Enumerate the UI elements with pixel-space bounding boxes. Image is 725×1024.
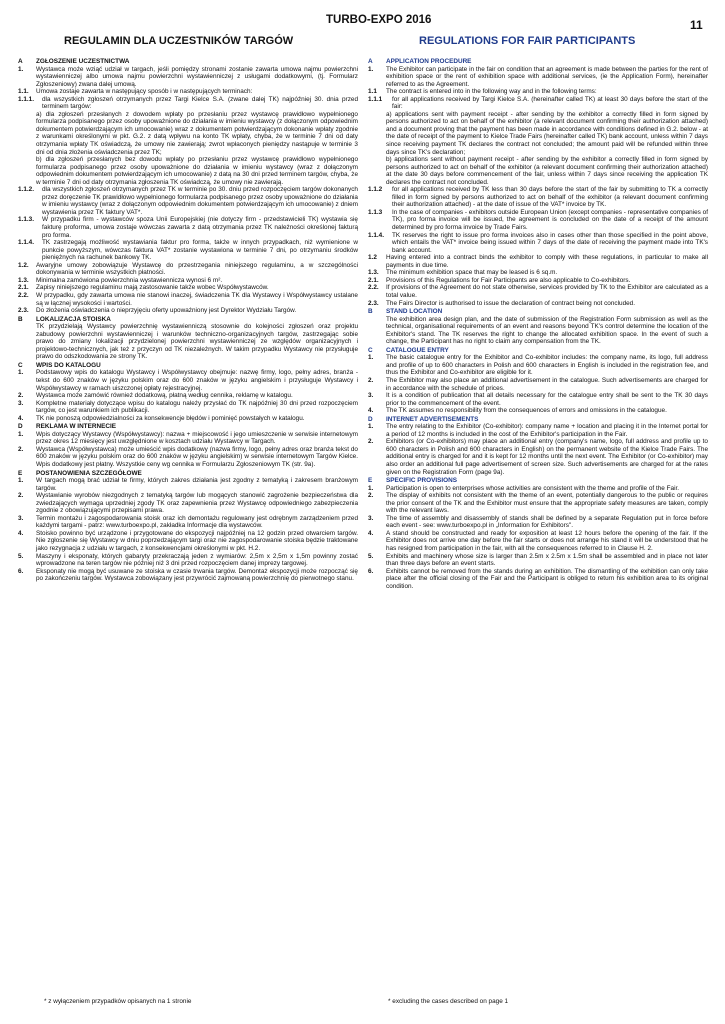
clause-a-1-1: 1.1. Umowa zostaje zawarta w następujący sposób i w następujących terminach:	[18, 88, 253, 96]
clause-a-1-1-2: 1.1.2 for all applications received by TK less than 30 days before the start of the fair by submitting to TK a correctly filled in form signed by persons authorized to act on behalf of the exhibitor (a relevant document confirming their authorization attached) - at the date of issue of the VAT* invoice by TK.	[368, 186, 708, 209]
section-c-heading: C WPIS DO KATALOGU	[18, 361, 101, 369]
section-b-heading: B STAND LOCATION	[368, 308, 443, 316]
clause-e-5: 5. Maszyny i eksponaty, których gabaryty przekraczają jeden z wymiarów: 2,5m x 2,5m x 1,5m powinny zostać wprowadzone na teren targów nie później niż 3 dni przed rozpoczęciem danej imprezy targowej.	[18, 552, 358, 568]
clause-a-1-1-2: 1.1.2. dla wszystkich zgłoszeń otrzymanych przez TK w terminie po 30. dniu przed rozpoczęciem targów dokonanych przez doręczenie TK prawidłowo wypełnionego formularza podpisanego przez osoby upoważnione do działania w imieniu wystawcy (wraz z dołączonym odpowiednim dokumentem potwierdzającym ich umocowanie) z dniem wystawienia przez TK faktury VAT*.	[18, 186, 358, 216]
clause-a-1-2: 1.2 Having entered into a contract binds the exhibitor to comply with these regulations, in particular to make all payments in due time.	[368, 254, 708, 269]
clause-a-1-1-1: 1.1.1 for all applications received by Targi Kielce S.A. (hereinafter called TK) at least 30 days before the start of the fair:	[368, 95, 708, 111]
clause-e-6: 6. Exhibits cannot be removed from the stands during an exhibition. The dismantling of the exhibition can only take place after the official closing of the Fair and the Participant is obliged to return his exhibition area to its original condition.	[368, 567, 708, 590]
clause-b-1: TK przydzielają Wystawcy powierzchnię wystawienniczą stosownie do kolejności zgłoszeń oraz projektu zabudowy powierzchni wystawienniczej i warunków techniczno-organizacyjnych targów, zastrzegając sobie prawo do zmiany lokalizacji przydzielonej powierzchni wystawienniczej ze względów organizacyjnych i projektowo-technicznych, jak też z przyczyn od TK niezależnych. W takim przypadku Wystawcy nie przysługuje prawo do odszkodowania ze strony TK.	[36, 323, 358, 361]
clause-a-1-1: 1.1 The contract is entered into in the following way and in the following terms:	[368, 88, 597, 96]
clause-a-1-3: 1.3. The minimum exhibition space that may be leased is 6 sq.m.	[368, 269, 558, 277]
clause-a-2-3: 2.3. Do złożenia oświadczenia o nieprzyjęciu oferty upoważniony jest Dyrektor Wydziału Targów.	[18, 307, 297, 315]
polish-column	[18, 57, 358, 583]
page-number: 11	[690, 18, 703, 32]
clause-e-2: 2. Wystawianie wyrobów niezgodnych z tematyką targów lub mogących stanowić zagrożenie bezpieczeństwa dla zwiedzających wymaga uprzedniej zgody TK oraz zapewnienia przez Wystawcę odpowiedniego zabezpieczenia zgodnie z obowiązującymi przepisami prawa.	[18, 492, 358, 515]
clause-a-1-2: 1.2. Awaryjne umowy zobowiązuje Wystawcę do przestrzegania niniejszego regulaminu, a w szczególności dokonywania w terminie wszystkich płatności.	[18, 261, 358, 277]
title-polish: REGULAMIN DLA UCZESTNIKÓW TARGÓW	[64, 35, 294, 47]
clause-a-1-1-4: 1.1.4. TK reserves the right to issue pro forma invoices also in cases other than those specified in the point above, which entails the VAT* invoice being issued within 7 days of the date of receiving the payment made into TK's bank account.	[368, 231, 708, 254]
clause-d-2: 2. Exhibitors (or Co-exhibitors) may place an additional entry (company's name, logo, full address and profile up to 600 characters in Polish and 600 characters in English) on the permanent website of the Kielce Trade Fairs. The additional entry is charged for and it is kept for 12 months until the next event. The Exhibitor (or Co-exhibitor) may also order an additional full page advertisement of screen size. Such advertisements are charged for at the rates given on the Registration Form (page 9a).	[368, 438, 708, 476]
clause-e-1: 1. W targach mogą brać udział te firmy, których zakres działania jest zgodny z tematyką i zakresem branżowym targów.	[18, 477, 358, 492]
event-title: TURBO-EXPO 2016	[326, 14, 432, 26]
clause-c-1: 1. Podstawowy wpis do katalogu Wystawcy i Współwystawcy obejmuje: nazwę firmy, logo, pełny adres, branża - tekst do 600 znaków w języku polskim oraz do 600 znaków w języku angielskim i przysługuje Wystawcy i Współwystawcy w ramach uiszczonej opłaty rejestracyjnej.	[18, 369, 358, 392]
section-a-heading: A ZGŁOSZENIE UCZESTNICTWA	[18, 58, 130, 65]
clause-a-1-1-1-b: b) dla zgłoszeń przesłanych bez dowodu wpłaty po przesłaniu przez wystawcę prawidłowo wypełnionego formularza podpisanego przez osoby upoważnione do działania w imieniu wystawcy (wraz z dołączonym odpowiednim dokumentem potwierdzającym ich umocowanie) z datą na 30 dni przed terminem targów, chyba, że w terminie 7 dni od daty otrzymania zgłoszenia TK oświadczą, że umowy nie zawierają.	[36, 156, 358, 186]
clause-e-5: 5. Exhibits and machinery whose size is larger than 2.5m x 2.5m x 1.5m shall be assembled and in place not later than three days before an event starts.	[368, 552, 708, 568]
section-c-heading: C CATALOGUE ENTRY	[368, 346, 449, 354]
clause-a-1-1-1: 1.1.1. dla wszystkich zgłoszeń otrzymanych przez Targi Kielce S.A. (zwane dalej TK) najpóźniej 30. dnia przed terminem targów:	[18, 95, 358, 111]
clause-a-2-2: 2.2. W przypadku, gdy zawarta umowa nie stanowi inaczej, świadczenia TK dla Wystawcy i Współwystawcy ustalane są w łącznej wysokości i wartości.	[18, 291, 358, 307]
clause-e-3: 3. Termin montażu i zagospodarowania stoisk oraz ich demontażu regulowany jest odrębnym zarządzeniem przed każdymi targami - patrz: www.turboexpo.pl, zakładka Informacje dla wystawców.	[18, 514, 358, 530]
clause-d-2: 2. Wystawca (Współwystawca) może umieścić wpis dodatkowy (nazwa firmy, logo, pełny adres oraz branża tekst do 600 znaków w języku polskim oraz do 600 znaków w języku angielskim) w serwisie internetowym Targów Kielce. Wpis dodatkowy jest płatny. Wszystkie ceny wg cennika w Formularzu Zgłoszeniowym TK (str. 9a).	[18, 445, 358, 468]
clause-e-1: 1. Participation is open to enterprises whose activities are consistent with the theme and profile of the Fair.	[368, 484, 680, 492]
clause-d-1: 1. The entry relating to the Exhibitor (Co-exhibitor): company name + location and placing it in the Internet portal for a period of 12 months is included in the cost of the Exhibitor's participation in the Fair.	[368, 423, 708, 438]
title-english: REGULATIONS FOR FAIR PARTICIPANTS	[419, 35, 636, 47]
clause-c-1: 1. The basic catalogue entry for the Exhibitor and Co-exhibitor includes: the company name, its logo, full address and profile of up to 600 characters in Polish and 600 characters in English is included in the registration fee, and thus the Exhibitor and Co-exhibitor are eligible for it.	[368, 354, 708, 377]
clause-a-1-1-1-b: b) applications sent without payment receipt - after sending by the exhibitor a correctly filled in form signed by persons authorized to act on behalf of the exhibitor (a relevant document confirming their authorization attached) at the date 30 days before commencement of the fair, unless within 7 days since receiving the application TK declares the contract not concluded.	[386, 156, 708, 186]
section-b-heading: B LOKALIZACJA STOISKA	[18, 315, 111, 323]
clause-c-4: 4. The TK assumes no responsibility from the consequences of errors and omissions in the catalogue.	[368, 407, 667, 415]
clause-a-1: 1. The Exhibitor can participate in the fair on condition that an agreement is made between the parties for the rent of exhibition space or the rent of exhibition space with additional services, (ie the Application Form), hereinafter referred to as the Agreement.	[368, 65, 708, 88]
clause-c-2: 2. Wystawca może zamówić również dodatkową, płatną według cennika, reklamę w katalogu.	[18, 392, 293, 400]
footnote-english: * excluding the cases described on page 1	[388, 998, 509, 1005]
clause-a-2-2: 2.2. If provisions of the Agreement do not state otherwise, services provided by TK to the Exhibitor are calculated as a total value.	[368, 284, 708, 299]
clause-a-1-1-3: 1.1.3. W przypadku firm - wystawców spoza Unii Europejskiej (nie dotyczy firm - przedstawicieli TK) wystawia się fakturę proforma, umowa zostaje wówczas zawarta z datą otrzymania przez TK należności określonej fakturą pro forma.	[18, 216, 358, 239]
clause-a-1-1-1-a: a) applications sent with payment receipt - after sending by the exhibitor a correctly filled in form signed by persons authorized to act on behalf of the exhibitor (a relevant document confirming their authorization attached) and a document proving that the payment has been made in accordance with conditions defined in G.2. below - at the date of receipt of the payment to Kielce Trade Fairs (hereinafter called TK) bank account, unless within 7 days since receiving payment TK declares the contract not concluded; the amount paid will be refunded within three days since TK's declaration;	[386, 110, 708, 156]
clause-c-2: 2. The Exhibitor may also place an additional advertisement in the catalogue. Such advertisements are charged for in accordance with the schedule of prices.	[368, 376, 708, 392]
clause-d-1: 1. Wpis dotyczący Wystawcy (Współwystawcy): nazwa + miejscowość i jego umieszczenie w serwisie internetowym przez okres 12 miesięcy jest uwzględnione w kosztach udziału Wystawcy w Targach.	[18, 430, 358, 446]
clause-c-3: 3. It is a condition of publication that all details necessary for the catalogue entry shall be sent to the TK 30 days prior to the commencement of the event.	[368, 392, 708, 407]
section-e-heading: E POSTANOWIENIA SZCZEGÓŁOWE	[18, 469, 142, 477]
clause-a-2-1: 2.1. Zapisy niniejszego regulaminu mają zastosowanie także wobec Współwystawców.	[18, 284, 269, 292]
clause-e-3: 3. The time of assembly and disassembly of stands shall be defined by a separate Regulation put in force before each event - see: www.turboexpo.pl in „Information for Exhibitors".	[368, 514, 708, 530]
clause-a-2-3: 2.3. The Fairs Director is authorised to issue the declaration of contract being not concluded.	[368, 299, 636, 307]
clause-c-4: 4. TK nie ponoszą odpowiedzialności za konsekwencje błędów i pominięć powstałych w katalogu.	[18, 414, 305, 422]
clause-e-2: 2. The display of exhibits not consistent with the theme of an event, potentially dangerous to the public or requires the prior consent of the TK and the Exhibitor must ensure that the appropriate safety measures are taken, comply with the relevant laws.	[368, 492, 708, 515]
clause-a-2-1: 2.1. Provisions of this Regulations for Fair Participants are also applicable to Co-exhibitors.	[368, 276, 631, 284]
clause-e-4: 4. A stand should be constructed and ready for exposition at least 12 hours before the opening of the fair. If the Exhibitor does not arrive one day before the fair starts or does not arrange his stand it will be understood that he has resigned from participation in the fair, with all the consequences referred to in Clause H. 2.	[368, 529, 708, 552]
clause-a-1-1-3: 1.1.3 In the case of companies - exhibitors outside European Union (except companies - representative companies of TK), pro forma invoice will be issued, the agreement is concluded on the date of a receipt of the amount determined by pro forma invoice by Trade Fairs.	[368, 208, 708, 232]
section-a-heading: A APPLICATION PROCEDURE	[368, 58, 472, 65]
page-header	[0, 0, 725, 46]
clause-a-1-1-1-a: a) dla zgłoszeń przesłanych z dowodem wpłaty po przesłaniu przez wystawcę prawidłowo wypełnionego formularza podpisanego przez osoby upoważnione do działania w imieniu wystawcy (z dołączonym odpowiednim dokumentem potwierdzającym ich umocowanie) wraz z dokumentem potwierdzającym dokonanie wpłaty zgodnie z warunkami określonymi w pkt. G.2. z datą wpływu na konto TK wpłaty, chyba, że w terminie 7 dni od daty otrzymania wpłaty TK oświadczą, że umowy nie zawierają; zwrot wpłaconych pieniędzy nastąpuje w terminie 3 dni od dnia złożenia oświadczenia przez TK;	[36, 110, 358, 156]
clause-b-1: The exhibition area design plan, and the date of submission of the Registration Form submission as well as the technical, organisational requirements of an event and reasons beyond TK's control determine the location of the Exhibitor's stand. The TK reserves the right to change the allocated exhibition space. In the event of such a change, the Participant has no right to claim any compensation from the TK.	[386, 315, 708, 346]
section-d-heading: D INTERNET ADVERTISEMENTS	[368, 415, 479, 423]
section-d-heading: D REKLAMA W INTERNECIE	[18, 423, 116, 431]
footnote-polish: * z wyłączeniem przypadków opisanych na 1 stronie	[44, 998, 192, 1005]
section-e-heading: E SPECIFIC PROVISIONS	[368, 477, 458, 485]
clause-e-6: 6. Eksponaty nie mogą być usuwane ze stoiska w czasie trwania targów. Demontaż ekspozycji może rozpocząć się po zakończeniu targów. Wystawca zobowiązany jest przywrócić zajmowaną powierzchnię do pierwotnego stanu.	[18, 567, 358, 583]
clause-c-3: 3. Kompletne materiały dotyczące wpisu do katalogu należy przysłać do TK najpóźniej 30 dni przed rozpoczęciem targów, co jest warunkiem ich publikacji.	[18, 399, 358, 415]
clause-a-1-3: 1.3. Minimalna zamówiona powierzchnia wystawiennicza wynosi 6 m².	[18, 276, 223, 284]
clause-a-1: 1. Wystawca może wziąć udział w targach, jeśli pomiędzy stronami zostanie zawarta umowa najmu powierzchni wystawienniczej albo umowa najmu powierzchni wystawienniczej z usługami dodatkowymi, (tj. Formularz Zgłoszeniowy) zwana dalej umową.	[18, 65, 358, 88]
english-column	[368, 57, 708, 590]
clause-a-1-1-4: 1.1.4. TK zastrzegają możliwość wystawiania faktur pro forma, także w innych przypadkach, niż wymienione w punkcie powyższym, wówczas faktura VAT* zostanie wystawiona w terminie 7 dni, po otrzymaniu środków pieniężnych na rachunek bankowy TK.	[18, 239, 358, 262]
clause-e-4: 4. Stoisko powinno być urządzone i przygotowane do ekspozycji najpóźniej na 12 godzin przed otwarciem targów. Nie zgłoszenie się Wystawcy w dniu poprzedzającym targi oraz nie zagospodarowanie stoiska będzie traktowane jako rezygnacja z udziału w targach, z konsekwencjami określonymi w pkt. H.2.	[18, 529, 358, 552]
